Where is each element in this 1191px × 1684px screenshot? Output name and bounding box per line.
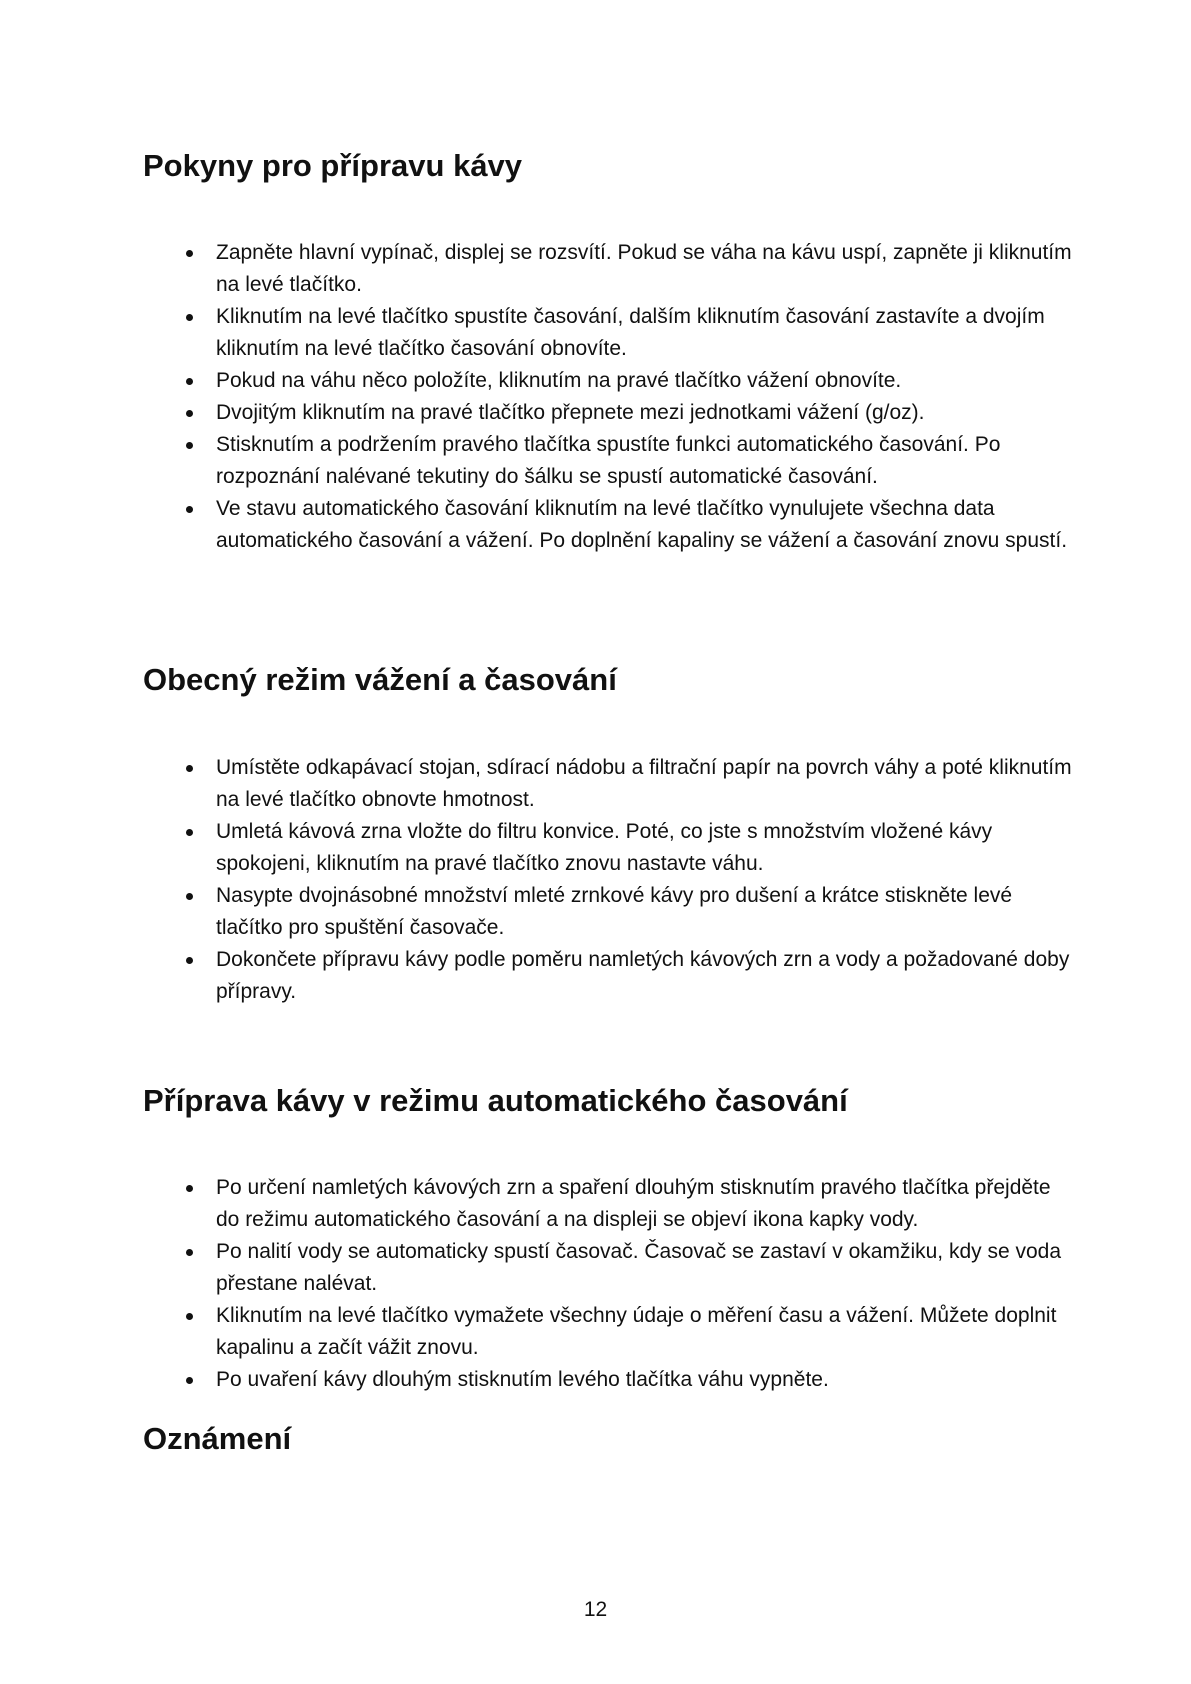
page-number: 12 xyxy=(583,1598,608,1621)
bullet-list-obecny-rezim xyxy=(216,752,1076,1008)
section-heading-automaticke-casovani: Příprava kávy v režimu automatického časování xyxy=(143,1083,848,1118)
list-item: Ve stavu automatického časování kliknutím na levé tlačítko vynulujete všechna data automatického časování a vážení. Po doplnění kapaliny se vážení a časování znovu spustí. xyxy=(216,493,1076,557)
list-item: Umístěte odkapávací stojan, sdírací nádobu a filtrační papír na povrch váhy a poté kliknutím na levé tlačítko obnovte hmotnost. xyxy=(216,752,1076,816)
bullet-list-automaticke-casovani xyxy=(216,1172,1076,1396)
section-heading-pokyny: Pokyny pro přípravu kávy xyxy=(143,148,523,183)
bullet-list-pokyny xyxy=(216,237,1076,557)
list-item: Kliknutím na levé tlačítko vymažete všechny údaje o měření času a vážení. Můžete doplnit kapalinu a začít vážit znovu. xyxy=(216,1300,1076,1364)
section-heading-obecny-rezim: Obecný režim vážení a časování xyxy=(143,662,617,697)
list-item: Stisknutím a podržením pravého tlačítka spustíte funkci automatického časování. Po rozpoznání nalévané tekutiny do šálku se spustí automatické časování. xyxy=(216,429,1076,493)
list-item: Nasypte dvojnásobné množství mleté zrnkové kávy pro dušení a krátce stiskněte levé tlačítko pro spuštění časovače. xyxy=(216,880,1076,944)
list-item: Kliknutím na levé tlačítko spustíte časování, dalším kliknutím časování zastavíte a dvojím kliknutím na levé tlačítko časování obnovíte. xyxy=(216,301,1076,365)
list-item: Po nalití vody se automaticky spustí časovač. Časovač se zastaví v okamžiku, kdy se voda přestane nalévat. xyxy=(216,1236,1076,1300)
section-heading-oznameni: Oznámení xyxy=(143,1421,292,1456)
list-item: Zapněte hlavní vypínač, displej se rozsvítí. Pokud se váha na kávu uspí, zapněte ji kliknutím na levé tlačítko. xyxy=(216,237,1076,301)
list-item: Pokud na váhu něco položíte, kliknutím na pravé tlačítko vážení obnovíte. xyxy=(216,365,1076,397)
list-item: Umletá kávová zrna vložte do filtru konvice. Poté, co jste s množstvím vložené kávy spokojeni, kliknutím na pravé tlačítko znovu nastavte váhu. xyxy=(216,816,1076,880)
list-item: Po určení namletých kávových zrn a spaření dlouhým stisknutím pravého tlačítka přejděte do režimu automatického časování a na displeji se objeví ikona kapky vody. xyxy=(216,1172,1076,1236)
list-item: Dokončete přípravu kávy podle poměru namletých kávových zrn a vody a požadované doby přípravy. xyxy=(216,944,1076,1008)
list-item: Po uvaření kávy dlouhým stisknutím levého tlačítka váhu vypněte. xyxy=(216,1364,1076,1396)
list-item: Dvojitým kliknutím na pravé tlačítko přepnete mezi jednotkami vážení (g/oz). xyxy=(216,397,1076,429)
